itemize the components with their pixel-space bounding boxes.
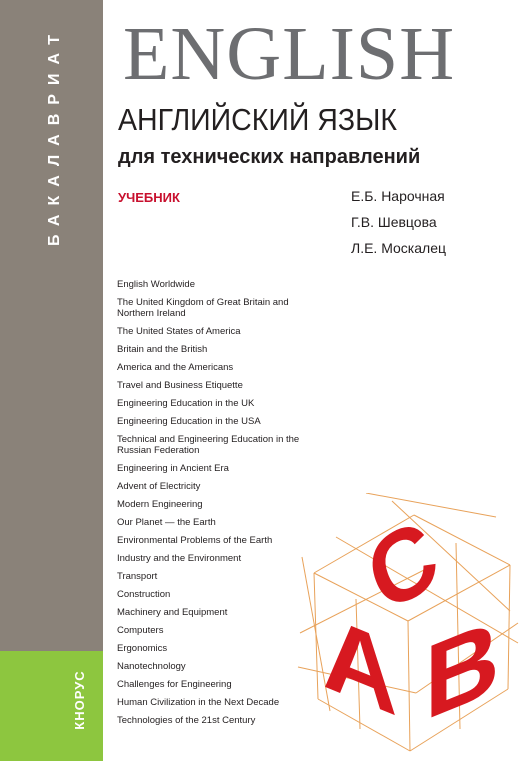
letter-c: C	[353, 496, 452, 635]
toc-item: Construction	[117, 589, 171, 600]
toc-item: Engineering in Ancient Era	[117, 463, 229, 474]
toc-item: Engineering Education in the UK	[117, 398, 255, 409]
toc-item: Challenges for Engineering	[117, 679, 232, 690]
letter-b: B	[424, 595, 500, 743]
toc-item: Britain and the British	[117, 344, 208, 355]
book-type-label: УЧЕБНИК	[118, 190, 180, 205]
abc-cube-illustration	[296, 493, 520, 761]
toc-item: Machinery and Equipment	[117, 607, 228, 618]
toc-item: Modern Engineering	[117, 499, 203, 510]
toc-item: Transport	[117, 571, 158, 582]
series-label: БАКАЛАВРИАТ	[46, 26, 63, 246]
toc-item: Nanotechnology	[117, 661, 186, 672]
title-english: ENGLISH	[123, 12, 456, 96]
toc-item: Technical and Engineering Education in the Russian Federation	[117, 434, 300, 456]
toc-item: Human Civilization in the Next Decade	[117, 697, 280, 708]
subtitle: для технических направлений	[118, 146, 421, 168]
toc-item: Industry and the Environment	[117, 553, 242, 564]
toc-item: The United States of America	[117, 326, 241, 337]
table-of-contents	[117, 279, 317, 733]
toc-item: America and the Americans	[117, 362, 234, 373]
toc-item: Travel and Business Etiquette	[117, 380, 243, 391]
toc-item: Advent of Electricity	[117, 481, 201, 492]
publisher-label: КНОРУС	[72, 670, 87, 730]
letter-a: A	[322, 591, 398, 739]
author-name: Е.Б. Нарочная	[351, 188, 445, 204]
toc-item: Technologies of the 21st Century	[117, 715, 256, 726]
toc-item: Environmental Problems of the Earth	[117, 535, 273, 546]
toc-item: Ergonomics	[117, 643, 168, 654]
toc-item: Our Planet — the Earth	[117, 517, 216, 528]
author-list	[351, 183, 511, 261]
author-name: Л.Е. Москалец	[351, 240, 446, 256]
title-russian: АНГЛИЙСКИЙ ЯЗЫК	[118, 102, 397, 137]
toc-item: English Worldwide	[117, 279, 195, 290]
toc-item: Computers	[117, 625, 164, 636]
toc-item: The United Kingdom of Great Britain and Northern Ireland	[117, 297, 289, 319]
toc-item: Engineering Education in the USA	[117, 416, 261, 427]
author-name: Г.В. Шевцова	[351, 214, 437, 230]
